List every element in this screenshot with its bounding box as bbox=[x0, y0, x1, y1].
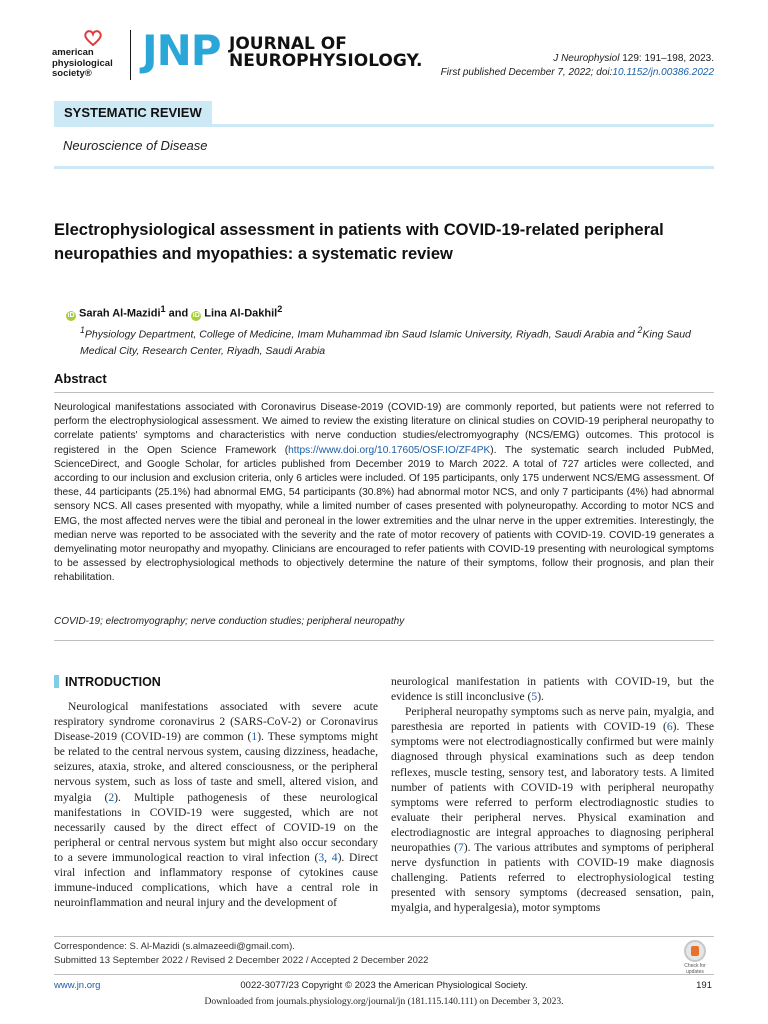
article-title: Electrophysiological assessment in patients with COVID-19-related peripheral neuropathies and myopathies: a systematic review bbox=[54, 221, 664, 263]
journal-mark: JNP bbox=[142, 26, 221, 75]
citation-block: J Neurophysiol 129: 191–198, 2023. First published December 7, 2022; doi:10.1152/jn.00386.2022 bbox=[440, 53, 714, 78]
aps-logo bbox=[52, 30, 132, 82]
abstract-rule bbox=[54, 392, 714, 393]
footnote-rule bbox=[54, 936, 714, 937]
intro-column-right bbox=[391, 674, 714, 916]
author-name[interactable]: Sarah Al-Mazidi bbox=[79, 307, 161, 320]
abstract-text: Neurological manifestations associated with Coronavirus Disease-2019 (COVID-19) are commonly reported, but patients were not referred to perform the electrophysiological assessment. We aimed to review the existing literature on clinical studies on COVID-19 peripheral neuropathy to correlate patients' symptoms and characteristics with nerve conduction studies/electromyography (NCS/EMG) outcomes. This protocol is registered in the Open Science Framework (https://www.doi.org/10.17605/OSF.IO/ZF4PK). The systematic search included PubMed, ScienceDirect, and Google Scholar, for articles published from December 2019 to March 2022. A total of 727 articles were collected, and according to our inclusion and exclusion criteria, only 6 articles were included. Of 195 participants, only 175 underwent NCS/EMG assessment. Of these, 44 participants (25.1%) had abnormal EMG, 54 participants (30.8%) had abnormal motor NCS, and only 7 participants (4%) had abnormal sensory NCS. All cases presented with myopathy, while a limited number of cases presented with polyneuropathy. According to motor NCS and EMG, the most affected nerves were the tibial and peroneal in the lower extremities and the ulnar nerve in the upper extremities. Interestingly, the median nerve was reported to be associated with the severity and the rate of motor recovery of patients with COVID-19. COVID-19 generates a demyelinating motor neuropathy and myopathy. Clinicians are encouraged to refer patients with COVID-19 presenting with neurological symptoms to be assessed by electrophysiological methods to objectively determine the nature of their symptoms, follow their prognosis, and plan their rehabilitation. bbox=[54, 402, 715, 584]
author-name[interactable]: Lina Al-Dakhil bbox=[204, 307, 278, 320]
author-list: iD Sarah Al-Mazidi$^1$ and iD Lina Al-Dakhil$^2$ bbox=[67, 304, 283, 320]
paragraph: Peripheral neuropathy symptoms such as nerve pain, myalgia, and paresthesia are reported in patients with COVID-19 (6). These symptoms were not electrodiagnostically confirmed but were mainly diagnosed through physical examinations such as deep tendon reflexes, muscle testing, sensory test, and laboratory tests. A limited number of patients with COVID-19 with peripheral neuropathy symptoms were referred to perform electrodiagnostic studies to evaluate their peripheral nerves. Physical examination and electrodiagnostic are integral approaches to diagnosing peripheral neuropathies (7). The various attributes and symptoms of peripheral nerve dysfunction in patients with COVID-19 make diagnosis challenging. Patients referred to electrophysiological testing presented with sensory symptoms (decreased sensation, pain, myalgia, and hyperalgesia), motor symptoms bbox=[391, 705, 714, 915]
paragraph: neurological manifestation in patients with COVID-19, but the evidence is still inconclusive (5). bbox=[391, 675, 714, 704]
copyright: 0022-3077/23 Copyright © 2023 the American Physiological Society. bbox=[240, 980, 528, 991]
paragraph: Neurological manifestations associated with severe acute respiratory syndrome coronavirus 2 (SARS-CoV-2) or Coronavirus Disease-2019 (COVID-19) are common (1). These symptoms might be related to the central nervous system, causing dizziness, headache, seizures, ataxia, stroke, and altered consciousness, or the peripheral nervous system, such as loss of taste and smell, altered vision, and myalgia (2). Multiple pathogenesis of these neurological manifestations in COVID-19 were suggested, which are not necessarily caused by the direct effect of COVID-19 on the peripheral or central nervous system but might also occur secondary to a severe immunological reaction to viral infection (3, 4). Direct viral infection and inflammatory response of cytokines cause immune-induced complications, which have a central role in neuroinflammation and neural injury and the development of bbox=[54, 700, 379, 910]
download-notice: Downloaded from journals.physiology.org/journal/jn (181.115.140.111) on December 3, 2023. bbox=[204, 997, 564, 1007]
reference-link[interactable]: 7 bbox=[458, 841, 464, 855]
introduction-heading: INTRODUCTION bbox=[54, 675, 161, 689]
doi-link[interactable]: 10.1152/jn.00386.2022 bbox=[612, 67, 714, 78]
crossmark-badge[interactable]: Check for updates bbox=[680, 940, 710, 976]
reference-link[interactable]: 5 bbox=[531, 690, 538, 704]
journal-url-link[interactable]: www.jn.org bbox=[54, 980, 101, 991]
keywords-rule bbox=[54, 640, 714, 641]
osf-link[interactable]: https://www.doi.org/10.17605/OSF.IO/ZF4PK bbox=[288, 444, 491, 456]
orcid-icon[interactable]: iD bbox=[67, 311, 75, 319]
subject-category: Neuroscience of Disease bbox=[63, 138, 208, 153]
affiliations: $^1$Physiology Department, College of Medicine, Imam Muhammad ibn Saud Islamic University, Riyadh, Saudi Arabia and $^2$King Saud Medical City, Research Center, Riyadh, Saudi Arabia bbox=[80, 325, 691, 357]
section-rule bbox=[54, 124, 714, 127]
footnotes bbox=[54, 940, 428, 968]
page-number: 191 bbox=[696, 980, 712, 991]
reference-link[interactable]: 3 bbox=[318, 850, 325, 864]
abstract-heading: Abstract bbox=[54, 371, 107, 386]
journal-name: JOURNAL OF NEUROPHYSIOLOGY. bbox=[229, 34, 423, 71]
footer-rule bbox=[54, 974, 714, 975]
section-label: SYSTEMATIC REVIEW bbox=[54, 101, 212, 124]
reference-link[interactable]: 2 bbox=[108, 790, 115, 804]
subject-rule bbox=[54, 166, 714, 169]
aps-logo-text: american physiological society® bbox=[52, 47, 113, 79]
reference-link[interactable]: 1 bbox=[251, 730, 258, 744]
intro-column-left bbox=[54, 699, 378, 910]
orcid-icon[interactable]: iD bbox=[192, 311, 200, 319]
heart-icon bbox=[84, 30, 102, 46]
reference-link[interactable]: 6 bbox=[666, 720, 673, 734]
crossmark-icon bbox=[684, 940, 706, 962]
heading-bar bbox=[54, 675, 59, 688]
keywords: COVID-19; electromyography; nerve conduction studies; peripheral neuropathy bbox=[54, 616, 405, 627]
reference-link[interactable]: 4 bbox=[331, 850, 338, 864]
logo-divider bbox=[130, 30, 131, 80]
correspondence: Correspondence: S. Al-Mazidi (s.almazeedi@gmail.com). bbox=[54, 941, 295, 952]
submission-dates: Submitted 13 September 2022 / Revised 2 December 2022 / Accepted 2 December 2022 bbox=[54, 955, 429, 966]
